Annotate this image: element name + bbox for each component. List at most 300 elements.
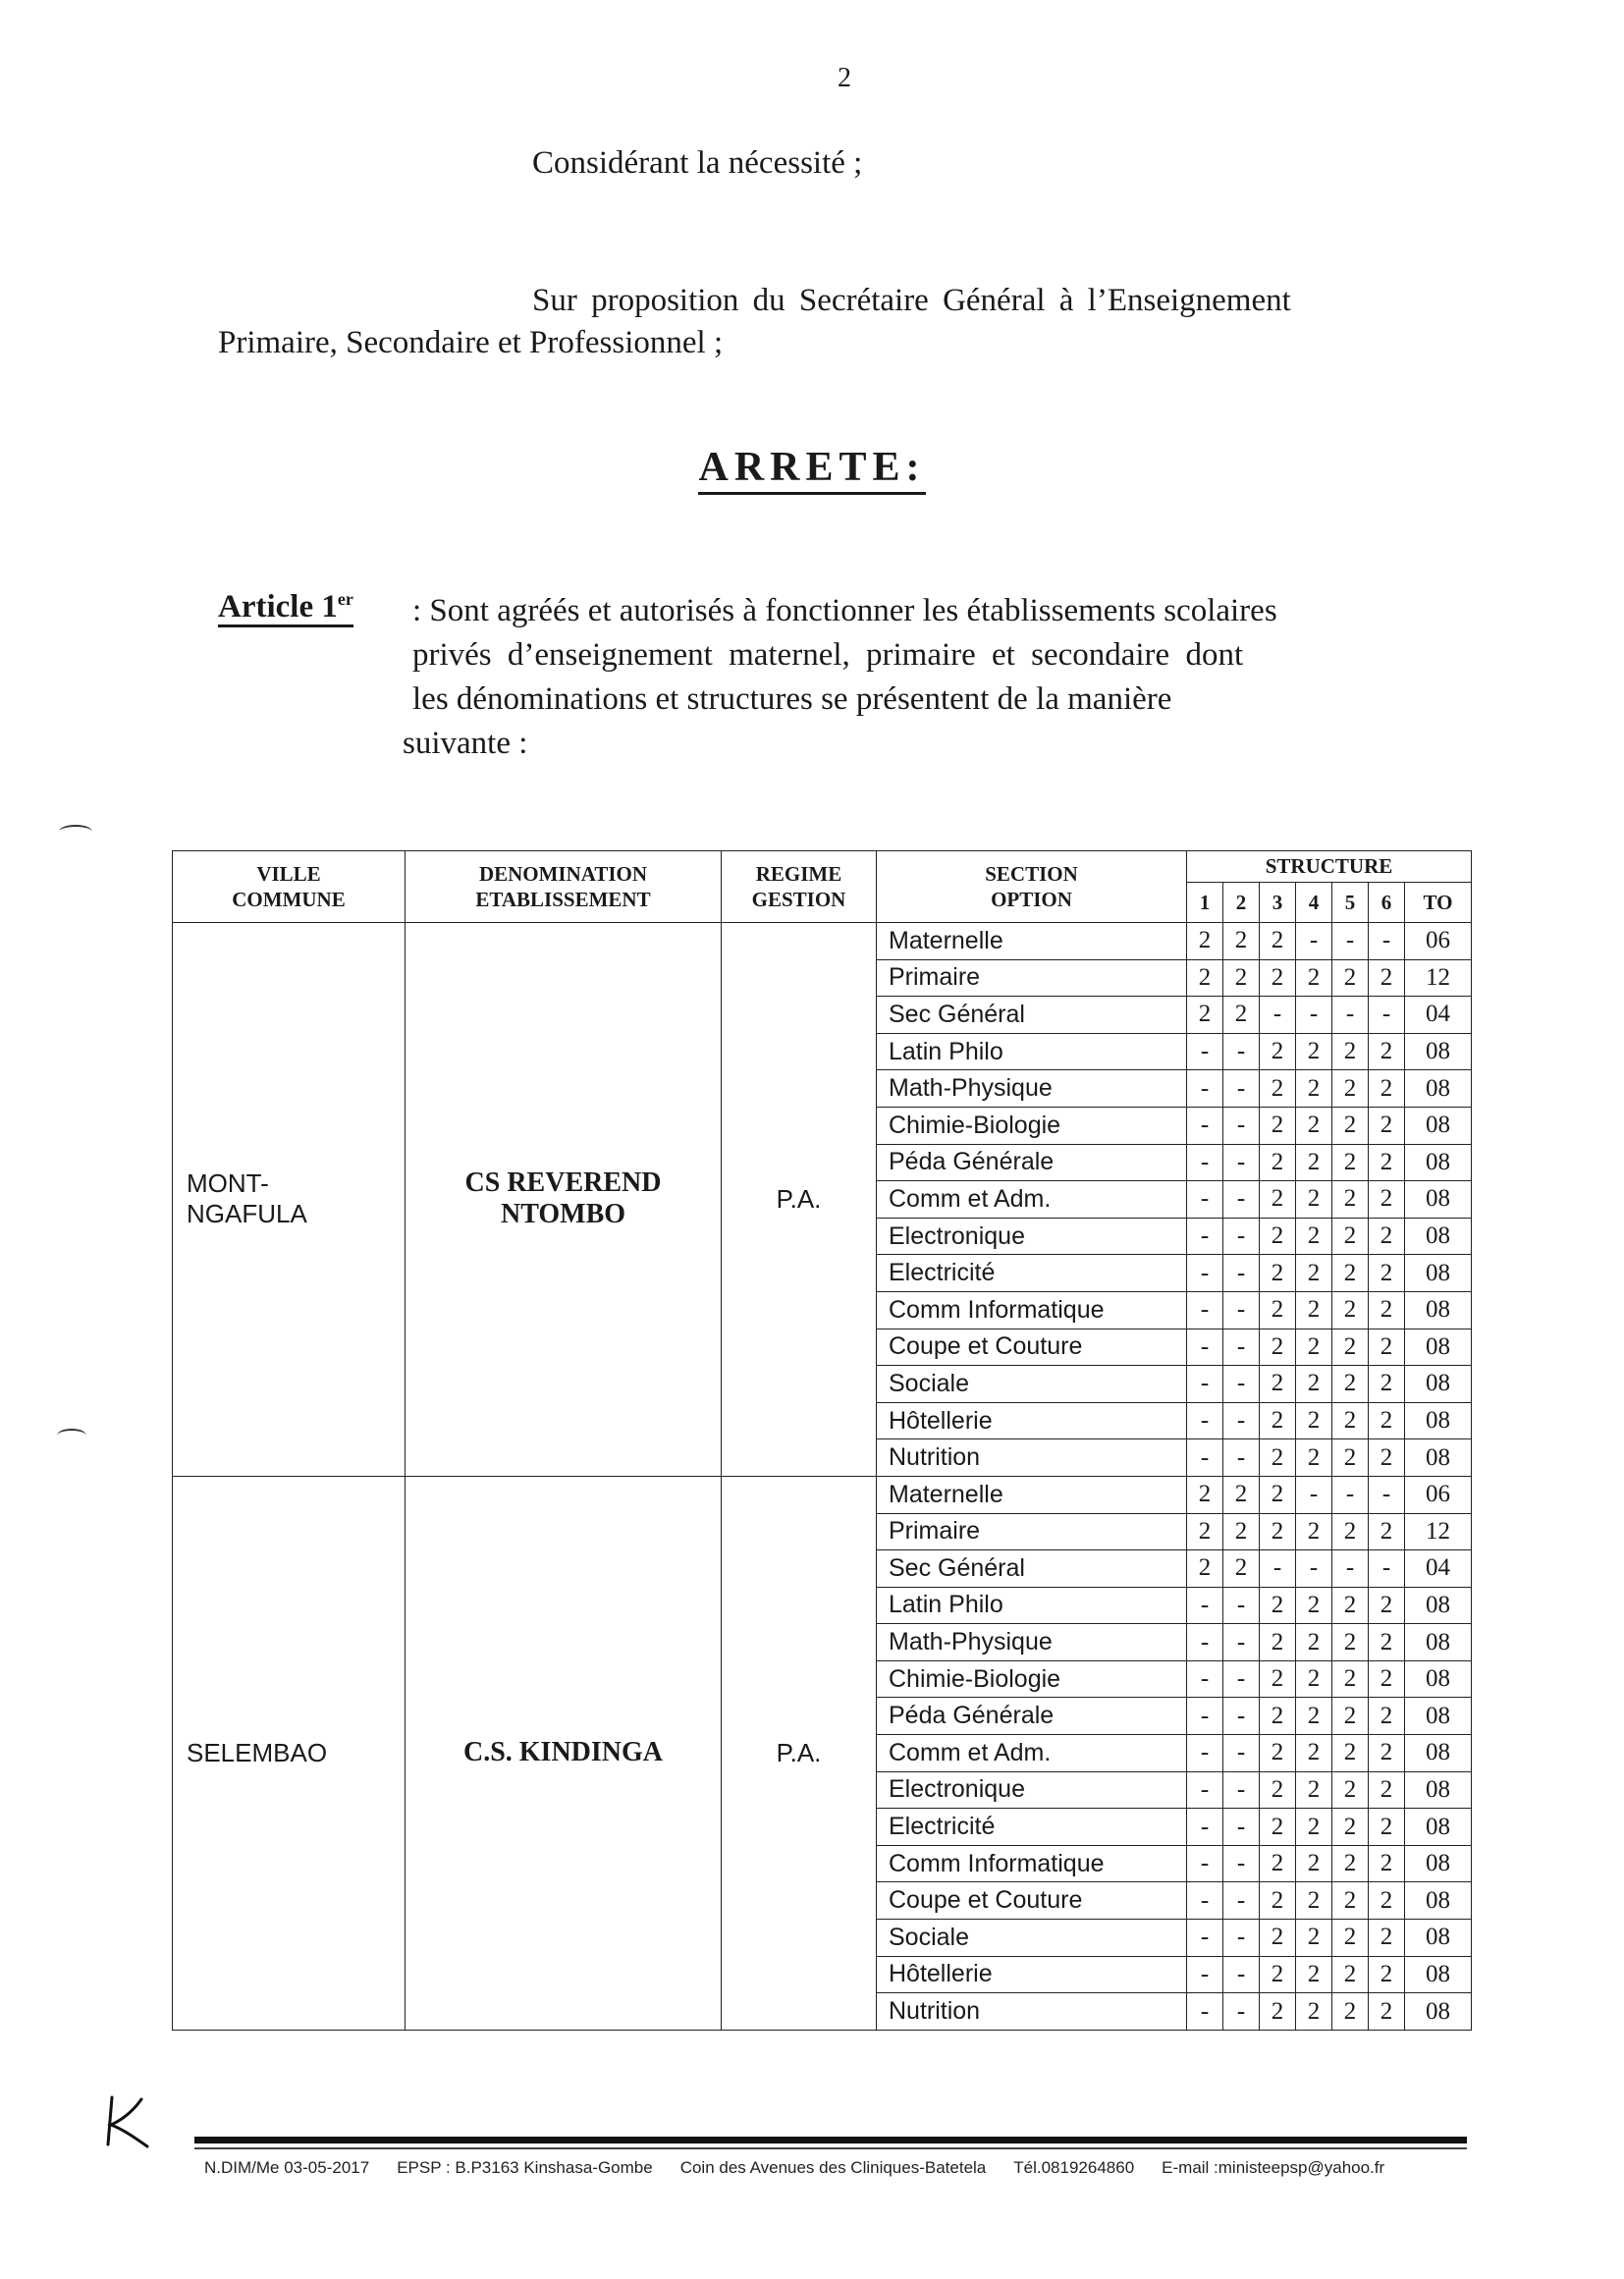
level-4-count-cell: 2 — [1296, 1698, 1332, 1735]
header-city-line-2: COMMUNE — [232, 888, 346, 911]
level-2-count-cell: - — [1223, 1845, 1260, 1882]
level-1-count-cell: 2 — [1187, 1550, 1223, 1588]
level-3-count-cell: 2 — [1260, 1882, 1296, 1920]
city-commune-line-2: NGAFULA — [187, 1199, 307, 1229]
header-regime — [722, 851, 877, 923]
level-5-count-cell: - — [1332, 1550, 1369, 1588]
total-cell: 06 — [1405, 1476, 1472, 1513]
level-1-count-cell: - — [1187, 1771, 1223, 1809]
level-3-count-cell: 2 — [1260, 1587, 1296, 1624]
proposal-clause-line-1: Sur proposition du Secrétaire Général à l’Enseignement — [532, 283, 1291, 318]
level-2-count-cell: - — [1223, 1993, 1260, 2031]
level-6-count-cell: 2 — [1369, 1809, 1405, 1846]
level-1-count-cell: - — [1187, 1624, 1223, 1661]
level-4-count-cell: 2 — [1296, 1993, 1332, 2031]
total-cell: 08 — [1405, 1439, 1472, 1477]
article-line-1: : Sont agréés et autorisés à fonctionner les établissements scolaires — [412, 593, 1277, 628]
level-6-count-cell: 2 — [1369, 1956, 1405, 1993]
level-5-count-cell: 2 — [1332, 1033, 1369, 1070]
level-1-count-cell: - — [1187, 1107, 1223, 1144]
table-row — [173, 923, 1472, 960]
level-2-count-cell: 2 — [1223, 1476, 1260, 1513]
total-cell: 12 — [1405, 959, 1472, 997]
total-cell: 08 — [1405, 1033, 1472, 1070]
section-option-cell: Math-Physique — [877, 1624, 1187, 1661]
level-5-count-cell: 2 — [1332, 1402, 1369, 1439]
school-name-cell — [406, 923, 722, 1477]
level-1-count-cell: - — [1187, 1809, 1223, 1846]
level-4-count-cell: 2 — [1296, 1402, 1332, 1439]
level-6-count-cell: 2 — [1369, 1993, 1405, 2031]
article-line-3: les dénominations et structures se présentent de la manière — [412, 681, 1172, 717]
level-3-count-cell: 2 — [1260, 1181, 1296, 1219]
level-3-count-cell: 2 — [1260, 1513, 1296, 1550]
section-option-cell: Comm Informatique — [877, 1291, 1187, 1329]
level-2-count-cell: - — [1223, 1366, 1260, 1403]
level-6-count-cell: 2 — [1369, 1660, 1405, 1698]
level-6-count-cell: 2 — [1369, 1218, 1405, 1255]
footer-rule — [194, 2137, 1467, 2143]
total-cell: 08 — [1405, 1809, 1472, 1846]
margin-scan-mark — [57, 1429, 86, 1442]
level-5-count-cell: 2 — [1332, 1956, 1369, 1993]
section-option-cell: Electronique — [877, 1218, 1187, 1255]
proposal-clause-line-2: Primaire, Secondaire et Professionnel ; — [218, 325, 724, 360]
level-4-count-cell: - — [1296, 923, 1332, 960]
total-cell: 12 — [1405, 1513, 1472, 1550]
article-label-superscript: er — [337, 589, 353, 609]
level-4-count-cell: 2 — [1296, 1218, 1332, 1255]
section-option-cell: Comm et Adm. — [877, 1181, 1187, 1219]
total-cell: 08 — [1405, 1993, 1472, 2031]
section-option-cell: Electricité — [877, 1255, 1187, 1292]
section-option-cell: Hôtellerie — [877, 1402, 1187, 1439]
level-4-count-cell: 2 — [1296, 1291, 1332, 1329]
level-3-count-cell: 2 — [1260, 1624, 1296, 1661]
level-2-count-cell: - — [1223, 1033, 1260, 1070]
level-2-count-cell: - — [1223, 1439, 1260, 1477]
level-5-count-cell: 2 — [1332, 1624, 1369, 1661]
section-option-cell: Primaire — [877, 1513, 1187, 1550]
section-option-cell: Péda Générale — [877, 1698, 1187, 1735]
level-2-count-cell: - — [1223, 1107, 1260, 1144]
section-option-cell: Latin Philo — [877, 1587, 1187, 1624]
level-6-count-cell: 2 — [1369, 1624, 1405, 1661]
level-6-count-cell: 2 — [1369, 1698, 1405, 1735]
header-city-line-1: VILLE — [256, 862, 321, 886]
level-5-count-cell: 2 — [1332, 1845, 1369, 1882]
total-cell: 08 — [1405, 1218, 1472, 1255]
school-name-cell — [406, 1476, 722, 2030]
section-option-cell: Math-Physique — [877, 1070, 1187, 1108]
margin-scan-mark — [59, 825, 92, 839]
level-1-count-cell: - — [1187, 1033, 1223, 1070]
level-1-count-cell: - — [1187, 1956, 1223, 1993]
article-label-text — [218, 589, 353, 627]
section-option-cell: Hôtellerie — [877, 1956, 1187, 1993]
section-option-cell: Nutrition — [877, 1439, 1187, 1477]
level-6-count-cell: 2 — [1369, 959, 1405, 997]
decree-title — [0, 444, 1624, 491]
level-2-count-cell: - — [1223, 1329, 1260, 1366]
level-6-count-cell: 2 — [1369, 1144, 1405, 1181]
level-1-count-cell: - — [1187, 1144, 1223, 1181]
level-5-count-cell: 2 — [1332, 1329, 1369, 1366]
regime-cell: P.A. — [722, 1476, 877, 2030]
section-option-cell: Sec Général — [877, 1550, 1187, 1588]
table-body — [173, 923, 1472, 2031]
footer-corner: Coin des Avenues des Cliniques-Batetela — [679, 2158, 987, 2177]
total-cell: 08 — [1405, 1920, 1472, 1957]
level-2-count-cell: - — [1223, 1291, 1260, 1329]
school-name-line-1: C.S. KINDINGA — [462, 1737, 664, 1768]
level-6-count-cell: 2 — [1369, 1771, 1405, 1809]
total-cell: 04 — [1405, 1550, 1472, 1588]
level-4-count-cell: 2 — [1296, 1439, 1332, 1477]
section-option-cell: Maternelle — [877, 923, 1187, 960]
total-cell: 08 — [1405, 1587, 1472, 1624]
footer-ref: N.DIM/Me 03-05-2017 — [204, 2158, 370, 2177]
level-6-count-cell: 2 — [1369, 1366, 1405, 1403]
level-3-count-cell: 2 — [1260, 1698, 1296, 1735]
total-cell: 08 — [1405, 1291, 1472, 1329]
total-cell: 08 — [1405, 1956, 1472, 1993]
level-3-count-cell: 2 — [1260, 1920, 1296, 1957]
considering-clause: Considérant la nécessité ; — [532, 145, 863, 181]
level-1-count-cell: - — [1187, 1587, 1223, 1624]
footer-address: EPSP : B.P3163 Kinshasa-Gombe — [397, 2158, 653, 2177]
section-option-cell: Latin Philo — [877, 1033, 1187, 1070]
level-2-count-cell: 2 — [1223, 923, 1260, 960]
header-regime-line-1: REGIME — [755, 862, 842, 886]
level-2-count-cell: - — [1223, 1587, 1260, 1624]
section-option-cell: Sec Général — [877, 997, 1187, 1034]
level-1-count-cell: - — [1187, 1920, 1223, 1957]
level-2-count-cell: - — [1223, 1660, 1260, 1698]
header-level-6: 6 — [1369, 883, 1405, 923]
level-2-count-cell: - — [1223, 1771, 1260, 1809]
header-regime-line-2: GESTION — [751, 888, 846, 911]
level-3-count-cell: 2 — [1260, 959, 1296, 997]
level-1-count-cell: 2 — [1187, 1513, 1223, 1550]
section-option-cell: Nutrition — [877, 1993, 1187, 2031]
header-structure: STRUCTURE — [1187, 851, 1472, 883]
level-4-count-cell: 2 — [1296, 1809, 1332, 1846]
level-3-count-cell: 2 — [1260, 1993, 1296, 2031]
level-4-count-cell: 2 — [1296, 1255, 1332, 1292]
section-option-cell: Comm et Adm. — [877, 1735, 1187, 1772]
level-2-count-cell: - — [1223, 1735, 1260, 1772]
level-5-count-cell: 2 — [1332, 1771, 1369, 1809]
schools-structure-table — [172, 850, 1472, 2031]
level-5-count-cell: 2 — [1332, 1882, 1369, 1920]
level-4-count-cell: - — [1296, 1476, 1332, 1513]
level-2-count-cell: - — [1223, 1624, 1260, 1661]
level-4-count-cell: 2 — [1296, 1144, 1332, 1181]
total-cell: 08 — [1405, 1771, 1472, 1809]
level-1-count-cell: - — [1187, 1291, 1223, 1329]
level-6-count-cell: 2 — [1369, 1107, 1405, 1144]
level-5-count-cell: 2 — [1332, 1107, 1369, 1144]
article-label-main: Article 1 — [218, 589, 338, 624]
level-6-count-cell: 2 — [1369, 1181, 1405, 1219]
level-5-count-cell: 2 — [1332, 1735, 1369, 1772]
level-5-count-cell: - — [1332, 1476, 1369, 1513]
level-6-count-cell: 2 — [1369, 1070, 1405, 1108]
level-5-count-cell: 2 — [1332, 1291, 1369, 1329]
level-6-count-cell: - — [1369, 1550, 1405, 1588]
article-body — [403, 589, 1453, 766]
footer-phone: Tél.0819264860 — [1013, 2158, 1135, 2177]
footer — [204, 2158, 1412, 2178]
section-option-cell: Coupe et Couture — [877, 1882, 1187, 1920]
decree-title-text: ARRETE: — [698, 445, 925, 495]
total-cell: 08 — [1405, 1181, 1472, 1219]
total-cell: 08 — [1405, 1845, 1472, 1882]
level-6-count-cell: 2 — [1369, 1882, 1405, 1920]
level-1-count-cell: 2 — [1187, 997, 1223, 1034]
level-3-count-cell: 2 — [1260, 1366, 1296, 1403]
table-row — [173, 1476, 1472, 1513]
level-4-count-cell: 2 — [1296, 1920, 1332, 1957]
section-option-cell: Maternelle — [877, 1476, 1187, 1513]
total-cell: 08 — [1405, 1624, 1472, 1661]
level-5-count-cell: 2 — [1332, 1920, 1369, 1957]
level-5-count-cell: 2 — [1332, 1587, 1369, 1624]
level-4-count-cell: 2 — [1296, 1845, 1332, 1882]
level-2-count-cell: - — [1223, 1181, 1260, 1219]
level-1-count-cell: - — [1187, 1698, 1223, 1735]
level-4-count-cell: 2 — [1296, 1587, 1332, 1624]
section-option-cell: Chimie-Biologie — [877, 1660, 1187, 1698]
level-5-count-cell: 2 — [1332, 959, 1369, 997]
level-1-count-cell: 2 — [1187, 923, 1223, 960]
level-3-count-cell: 2 — [1260, 1218, 1296, 1255]
level-5-count-cell: - — [1332, 923, 1369, 960]
level-6-count-cell: 2 — [1369, 1439, 1405, 1477]
level-1-count-cell: - — [1187, 1070, 1223, 1108]
level-3-count-cell: 2 — [1260, 1291, 1296, 1329]
level-6-count-cell: - — [1369, 923, 1405, 960]
total-cell: 08 — [1405, 1366, 1472, 1403]
level-4-count-cell: 2 — [1296, 959, 1332, 997]
level-6-count-cell: - — [1369, 1476, 1405, 1513]
section-option-cell: Coupe et Couture — [877, 1329, 1187, 1366]
section-option-cell: Péda Générale — [877, 1144, 1187, 1181]
total-cell: 08 — [1405, 1660, 1472, 1698]
total-cell: 04 — [1405, 997, 1472, 1034]
level-1-count-cell: - — [1187, 1660, 1223, 1698]
level-5-count-cell: 2 — [1332, 1255, 1369, 1292]
level-1-count-cell: - — [1187, 1845, 1223, 1882]
header-level-4: 4 — [1296, 883, 1332, 923]
level-5-count-cell: 2 — [1332, 1660, 1369, 1698]
page-number: 2 — [838, 63, 851, 93]
level-3-count-cell: 2 — [1260, 1809, 1296, 1846]
level-3-count-cell: 2 — [1260, 1735, 1296, 1772]
level-4-count-cell: 2 — [1296, 1660, 1332, 1698]
level-4-count-cell: 2 — [1296, 1624, 1332, 1661]
level-2-count-cell: - — [1223, 1218, 1260, 1255]
level-5-count-cell: 2 — [1332, 1070, 1369, 1108]
total-cell: 08 — [1405, 1255, 1472, 1292]
level-4-count-cell: 2 — [1296, 1181, 1332, 1219]
level-3-count-cell: 2 — [1260, 1771, 1296, 1809]
section-option-cell: Chimie-Biologie — [877, 1107, 1187, 1144]
level-2-count-cell: 2 — [1223, 997, 1260, 1034]
school-name-line-2: NTOMBO — [500, 1199, 626, 1230]
total-cell: 06 — [1405, 923, 1472, 960]
level-2-count-cell: 2 — [1223, 1550, 1260, 1588]
level-1-count-cell: - — [1187, 1439, 1223, 1477]
level-2-count-cell: - — [1223, 1809, 1260, 1846]
article-line-2: privés d’enseignement maternel, primaire et secondaire dont — [412, 637, 1244, 673]
city-commune-line-1: MONT- — [187, 1168, 269, 1199]
level-3-count-cell: - — [1260, 1550, 1296, 1588]
header-section — [877, 851, 1187, 923]
level-2-count-cell: - — [1223, 1070, 1260, 1108]
level-1-count-cell: - — [1187, 1181, 1223, 1219]
level-2-count-cell: 2 — [1223, 1513, 1260, 1550]
level-3-count-cell: 2 — [1260, 1070, 1296, 1108]
handwritten-initial-mark — [98, 2091, 157, 2150]
level-2-count-cell: - — [1223, 1882, 1260, 1920]
level-2-count-cell: - — [1223, 1920, 1260, 1957]
level-2-count-cell: - — [1223, 1144, 1260, 1181]
level-1-count-cell: - — [1187, 1402, 1223, 1439]
level-1-count-cell: - — [1187, 1366, 1223, 1403]
header-name-line-1: DENOMINATION — [478, 862, 648, 886]
level-3-count-cell: 2 — [1260, 1402, 1296, 1439]
total-cell: 08 — [1405, 1329, 1472, 1366]
level-5-count-cell: 2 — [1332, 1809, 1369, 1846]
level-2-count-cell: - — [1223, 1698, 1260, 1735]
level-3-count-cell: 2 — [1260, 1439, 1296, 1477]
level-1-count-cell: 2 — [1187, 959, 1223, 997]
total-cell: 08 — [1405, 1070, 1472, 1108]
level-1-count-cell: - — [1187, 1329, 1223, 1366]
level-6-count-cell: 2 — [1369, 1291, 1405, 1329]
level-4-count-cell: 2 — [1296, 1033, 1332, 1070]
level-6-count-cell: - — [1369, 997, 1405, 1034]
level-3-count-cell: 2 — [1260, 1144, 1296, 1181]
level-5-count-cell: 2 — [1332, 1993, 1369, 2031]
level-4-count-cell: - — [1296, 997, 1332, 1034]
section-option-cell: Sociale — [877, 1366, 1187, 1403]
level-5-count-cell: 2 — [1332, 1366, 1369, 1403]
total-cell: 08 — [1405, 1402, 1472, 1439]
level-6-count-cell: 2 — [1369, 1255, 1405, 1292]
level-5-count-cell: 2 — [1332, 1181, 1369, 1219]
level-1-count-cell: - — [1187, 1255, 1223, 1292]
level-2-count-cell: - — [1223, 1255, 1260, 1292]
level-3-count-cell: 2 — [1260, 1329, 1296, 1366]
level-5-count-cell: 2 — [1332, 1513, 1369, 1550]
level-6-count-cell: 2 — [1369, 1845, 1405, 1882]
footer-email: E-mail :ministeepsp@yahoo.fr — [1162, 2158, 1385, 2177]
level-4-count-cell: 2 — [1296, 1882, 1332, 1920]
level-1-count-cell: - — [1187, 1735, 1223, 1772]
header-level-2: 2 — [1223, 883, 1260, 923]
level-4-count-cell: 2 — [1296, 1771, 1332, 1809]
total-cell: 08 — [1405, 1107, 1472, 1144]
level-4-count-cell: 2 — [1296, 1366, 1332, 1403]
level-3-count-cell: 2 — [1260, 923, 1296, 960]
school-name-line-1: CS REVEREND — [464, 1167, 662, 1199]
level-4-count-cell: 2 — [1296, 1735, 1332, 1772]
header-section-line-2: OPTION — [991, 888, 1072, 911]
level-3-count-cell: 2 — [1260, 1845, 1296, 1882]
level-3-count-cell: 2 — [1260, 1660, 1296, 1698]
level-4-count-cell: 2 — [1296, 1070, 1332, 1108]
header-level-3: 3 — [1260, 883, 1296, 923]
level-5-count-cell: - — [1332, 997, 1369, 1034]
total-cell: 08 — [1405, 1735, 1472, 1772]
level-1-count-cell: 2 — [1187, 1476, 1223, 1513]
city-commune-cell — [173, 1476, 406, 2030]
section-option-cell: Sociale — [877, 1920, 1187, 1957]
section-option-cell: Primaire — [877, 959, 1187, 997]
footer-rule-thin — [194, 2147, 1467, 2149]
level-6-count-cell: 2 — [1369, 1735, 1405, 1772]
level-5-count-cell: 2 — [1332, 1218, 1369, 1255]
level-3-count-cell: 2 — [1260, 1107, 1296, 1144]
level-3-count-cell: 2 — [1260, 1033, 1296, 1070]
header-city — [173, 851, 406, 923]
level-1-count-cell: - — [1187, 1218, 1223, 1255]
city-commune-cell — [173, 923, 406, 1477]
level-2-count-cell: - — [1223, 1402, 1260, 1439]
level-6-count-cell: 2 — [1369, 1033, 1405, 1070]
level-1-count-cell: - — [1187, 1882, 1223, 1920]
level-6-count-cell: 2 — [1369, 1513, 1405, 1550]
level-1-count-cell: - — [1187, 1993, 1223, 2031]
level-4-count-cell: 2 — [1296, 1329, 1332, 1366]
section-option-cell: Electricité — [877, 1809, 1187, 1846]
level-2-count-cell: - — [1223, 1956, 1260, 1993]
section-option-cell: Comm Informatique — [877, 1845, 1187, 1882]
header-total: TO — [1405, 883, 1472, 923]
city-commune-line-1: SELEMBAO — [187, 1737, 328, 1767]
level-4-count-cell: 2 — [1296, 1513, 1332, 1550]
section-option-cell: Electronique — [877, 1771, 1187, 1809]
level-2-count-cell: 2 — [1223, 959, 1260, 997]
level-3-count-cell: 2 — [1260, 1255, 1296, 1292]
header-name — [406, 851, 722, 923]
regime-cell: P.A. — [722, 923, 877, 1477]
level-3-count-cell: - — [1260, 997, 1296, 1034]
level-5-count-cell: 2 — [1332, 1144, 1369, 1181]
header-level-1: 1 — [1187, 883, 1223, 923]
level-5-count-cell: 2 — [1332, 1698, 1369, 1735]
level-6-count-cell: 2 — [1369, 1402, 1405, 1439]
level-3-count-cell: 2 — [1260, 1956, 1296, 1993]
level-4-count-cell: - — [1296, 1550, 1332, 1588]
level-5-count-cell: 2 — [1332, 1439, 1369, 1477]
header-name-line-2: ETABLISSEMENT — [475, 888, 651, 911]
level-6-count-cell: 2 — [1369, 1329, 1405, 1366]
article-label — [218, 589, 353, 625]
level-4-count-cell: 2 — [1296, 1107, 1332, 1144]
total-cell: 08 — [1405, 1144, 1472, 1181]
level-6-count-cell: 2 — [1369, 1587, 1405, 1624]
article-line-4: suivante : — [403, 726, 528, 761]
header-level-5: 5 — [1332, 883, 1369, 923]
level-4-count-cell: 2 — [1296, 1956, 1332, 1993]
header-section-line-1: SECTION — [985, 862, 1078, 886]
total-cell: 08 — [1405, 1882, 1472, 1920]
level-3-count-cell: 2 — [1260, 1476, 1296, 1513]
